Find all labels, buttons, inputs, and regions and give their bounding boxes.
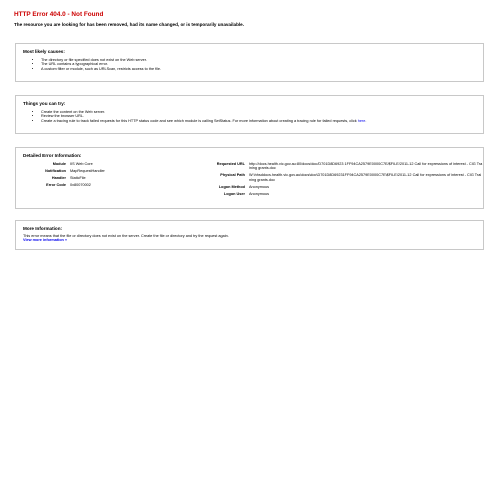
view-more-info-link[interactable]: View more information » [23,238,68,243]
error-title: HTTP Error 404.0 - Not Found [14,11,104,18]
list-item: • A custom filter or module, such as URLScan, restricts access to the file. [41,67,483,71]
causes-heading: Most likely causes: [23,49,65,54]
table-row [23,176,105,183]
tracing-rule-text: Create a tracing rule to track failed requests for this HTTP status code and see which module is calling SetStatus. For more information about creating a tracing rule for failed requests, click [41,118,358,123]
detail-value: 0x80070002 [70,183,91,187]
list-item: • Review the browser URL. [41,114,483,118]
detail-label: Logon Method [218,184,245,189]
detail-label: Notification [45,169,66,173]
causes-list [23,58,483,71]
here-link[interactable]: here [357,118,366,123]
try-list [23,110,483,123]
things-to-try-box [15,95,484,134]
table-row [188,162,483,173]
detail-value: IIS Web Core [70,162,93,166]
list-item: • Create the content on the Web server. [41,110,483,114]
more-information-box [15,220,484,250]
error-header [14,11,244,28]
table-row [188,192,483,199]
try-heading: Things you can try: [23,101,66,106]
detailed-error-info-box [15,147,484,209]
detail-label: Handler [51,176,66,180]
detail-label: Error Code [46,183,66,187]
detail-label: Logon User [223,191,245,196]
error-subtitle: The resource you are looking for has been removed, had its name changed, or is temporarily unavailable. [14,22,245,27]
info-heading: More Information: [23,226,63,231]
physical-path-value: W:\hhsddocs.health.vic.gov.au\docs\doc\D701D8D69231FF94CA2579E0000C7E\$FILE\2011-12 Call for expressions of interest - CIG Training grants.doc [249,173,482,182]
detail-value: Anonymous [249,191,270,196]
most-likely-causes-box [15,43,484,82]
detail-value: StaticFile [70,176,86,180]
table-row [188,185,483,192]
detail-heading: Detailed Error Information: [23,153,82,158]
detail-value: MapRequestHandler [70,169,105,173]
detail-value: Anonymous [249,184,270,189]
info-text: This error means that the file or directory does not exist on the server. Create the file or directory and try the request again. [23,234,229,238]
table-row [23,169,105,176]
list-item [41,119,483,123]
list-item: • The URL contains a typographical error. [41,62,483,66]
requested-url-value: http://docs.health.vic.gov.au:80/docs/doc/D701D8D6923 1FF94CA2579E0000C7E/$FILE/2011-12 Call for expressions of interest - CIG Training grants.doc [249,162,483,171]
table-row [23,162,105,169]
detail-label: Physical Path [220,173,245,178]
table-row [23,183,105,190]
detail-left-table [23,162,105,190]
table-row [188,173,483,184]
detail-label: Module [52,162,66,166]
list-item: • The directory or file specified does not exist on the Web server. [41,58,483,62]
sentence-end: . [365,118,367,123]
detail-right-table [188,162,483,199]
detail-label: Requested URL [216,162,245,166]
